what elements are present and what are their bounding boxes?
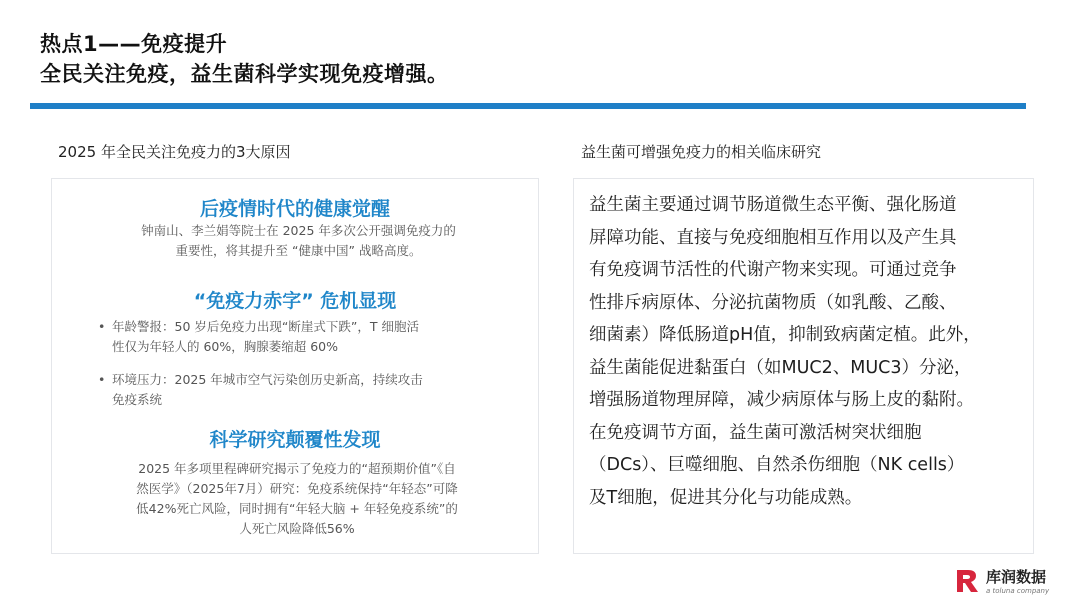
text-line: 屏障功能、直接与免疫细胞相互作用以及产生具 [589, 227, 957, 248]
text-line: 细菌素）降低肠道pH值，抑制致病菌定植。此外， [589, 325, 981, 345]
bullet-marker: • [98, 372, 106, 387]
reason-title: 后疫情时代的健康觉醒 [199, 198, 390, 220]
logo-subtitle: a toluna company [986, 587, 1050, 595]
reasons-panel [51, 178, 539, 554]
page-title: 热点1——免疫提升 [40, 32, 228, 56]
text-line: 有免疫调节活性的代谢产物来实现。可通过竞争 [589, 260, 957, 280]
bullet-marker: • [98, 319, 106, 334]
text-line: 益生菌能促进黏蛋白（如MUC2、MUC3）分泌， [589, 357, 972, 378]
text-line: 益生菌主要通过调节肠道微生态平衡、强化肠道 [589, 195, 957, 215]
page-title-block [40, 30, 449, 88]
text-line: （DCs）、巨噬细胞、自然杀伤细胞（NK cells） [589, 455, 965, 475]
reason-title: “免疫力赤字” 危机显现 [193, 290, 397, 312]
brand-logo [954, 568, 1064, 598]
header-divider [30, 103, 1026, 109]
bullet-item: • 环境压力：2025 年城市空气污染创历史新高，持续攻击 免疫系统 [98, 372, 423, 407]
text-line: 在免疫调节方面，益生菌可激活树突状细胞 [589, 422, 922, 443]
page-subtitle: 全民关注免疫，益生菌科学实现免疫增强。 [40, 62, 449, 86]
reason-title: 科学研究颠覆性发现 [209, 429, 381, 451]
reason-description: 钟南山、李兰娟等院士在 2025 年多次公开强调免疫力的 重要性，将其提升至 “健康中国” 战略高度。 [141, 223, 456, 258]
kr-logo-icon [954, 568, 980, 594]
text-line: 增强肠道物理屏障，减少病原体与肠上皮的黏附。 [589, 390, 974, 410]
right-section-label: 益生菌可增强免疫力的相关临床研究 [581, 143, 822, 161]
text-line: 性排斥病原体、分泌抗菌物质（如乳酸、乙酸、 [589, 292, 957, 313]
logo-name: 库润数据 [986, 568, 1047, 586]
reason-description: 2025 年多项里程碑研究揭示了免疫力的“超预期价值”《自 然医学》（2025年7月）研究：免疫系统保持“年轻态”可降 低42%死亡风险，同时拥有“年轻大脑 + 年轻免疫系统”的 人死亡风险降低56% [136, 461, 458, 536]
text-line: 及T细胞，促进其分化与功能成熟。 [589, 487, 863, 508]
clinical-research-text [589, 189, 1029, 514]
left-section-label: 2025 年全民关注免疫力的3大原因 [58, 143, 291, 161]
bullet-item: • 年龄警报：50 岁后免疫力出现“断崖式下跌”，T 细胞活 性仅为年轻人的 60%，胸腺萎缩超 60% [98, 319, 419, 354]
clinical-research-panel [573, 178, 1034, 554]
